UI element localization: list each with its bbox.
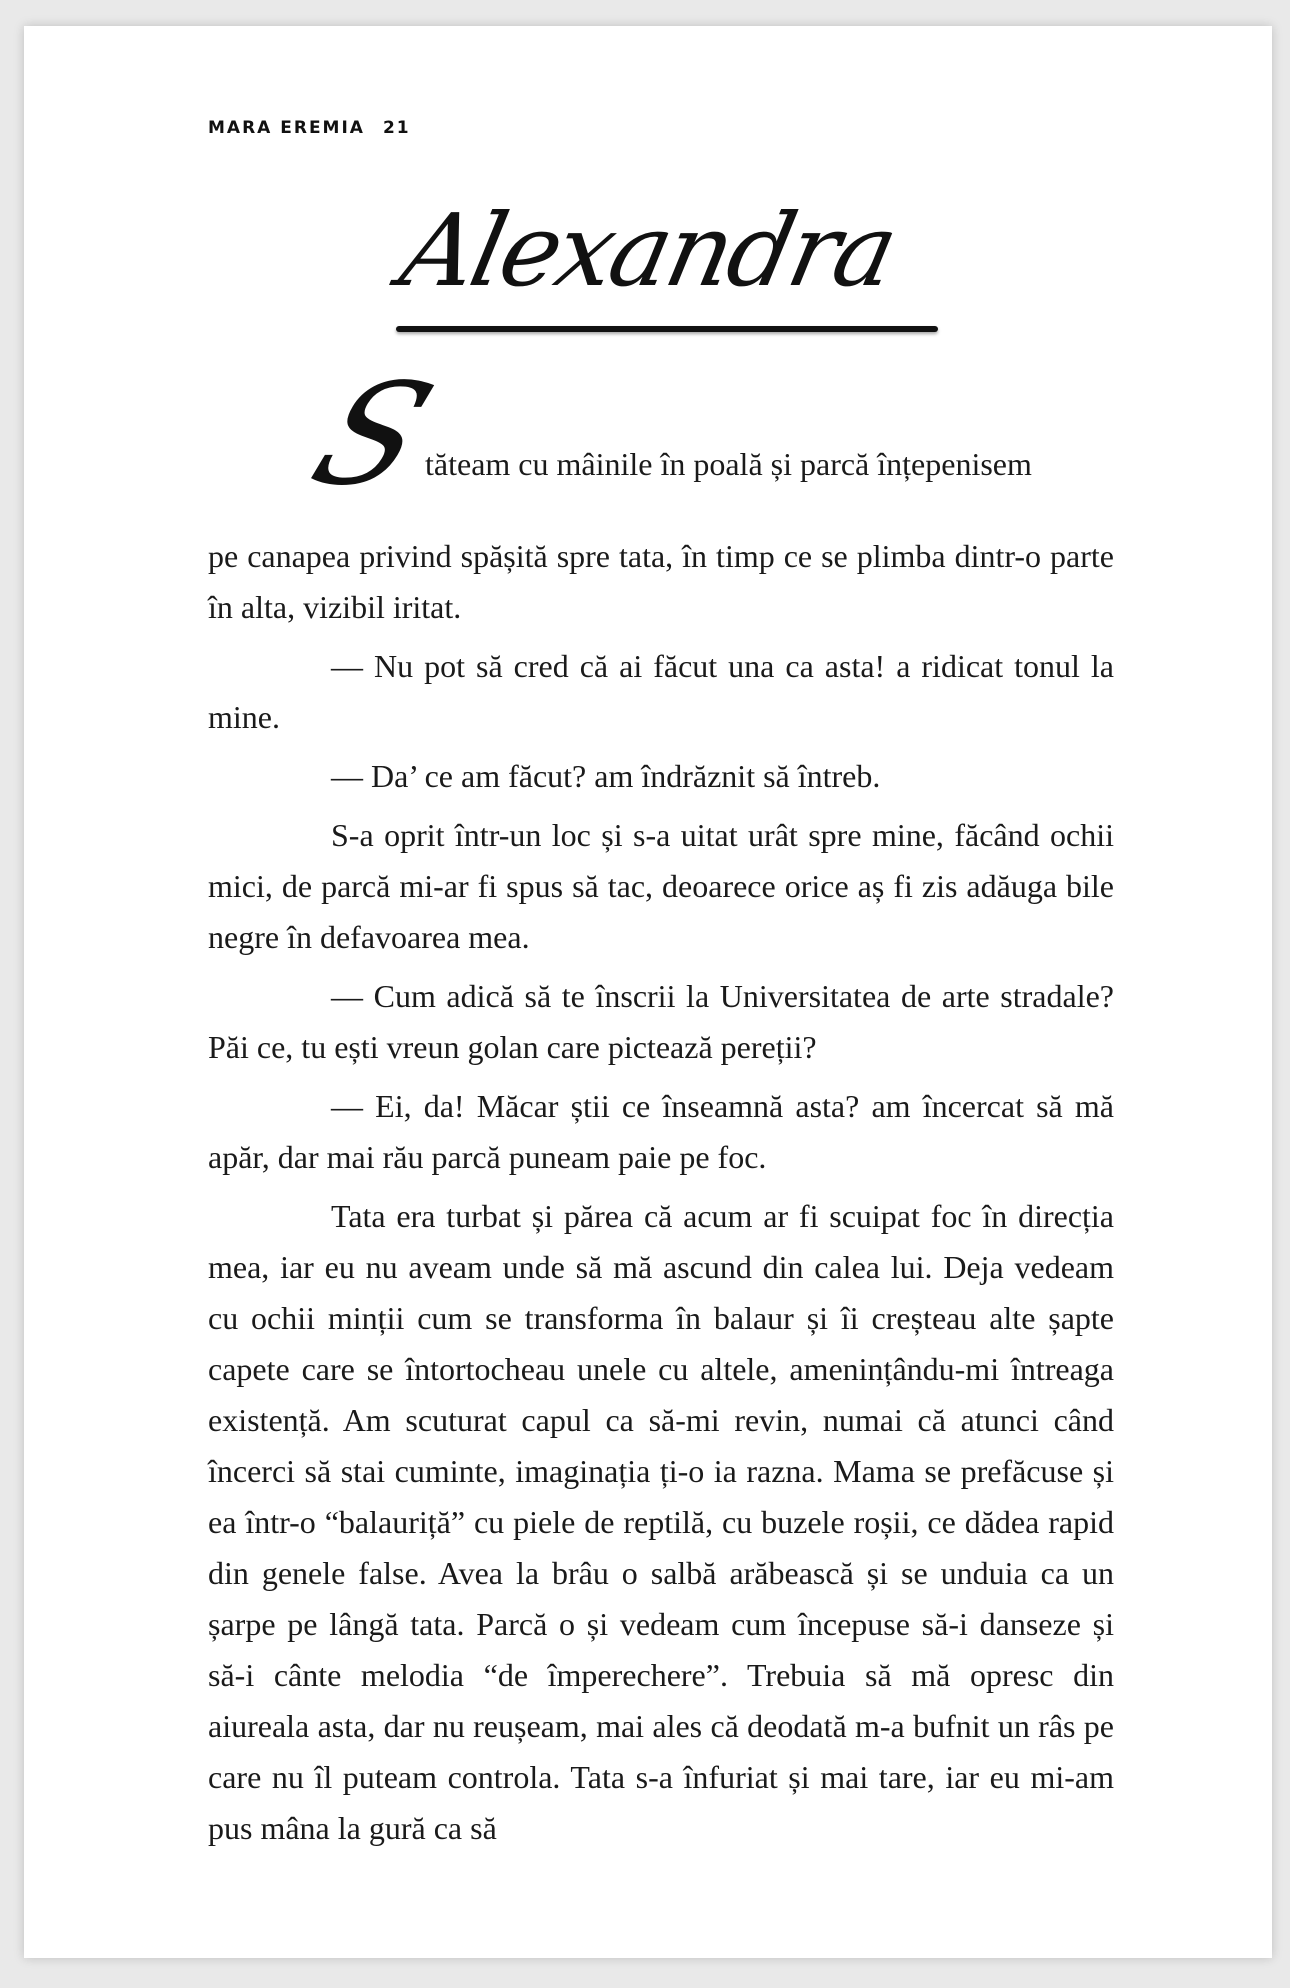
- paragraph: Tata era turbat și părea că acum ar fi scuipat foc în direcția mea, iar eu nu aveam unde să mă ascund din calea lui. Deja vedeam cu ochii minții cum se transforma în balaur și îi creșteau alte șapte capete care se întortocheau unele cu altele, amenințându-mi întreaga existență. Am scuturat capul ca să-mi revin, numai că atunci când încerci să stai cuminte, imaginația ți-o ia razna. Mama se prefăcuse și ea într-o “balauriță” cu piele de reptilă, cu buzele roșii, ce dădea rapid din genele false. Avea la brâu o salbă arăbească și se unduia ca un șarpe pe lângă tata. Parcă o și vedeam cum începuse să-i danseze și să-i cânte melodia “de împerechere”. Trebuia să mă opresc din aiureala asta, dar nu reușeam, mai ales că deodată m-a bufnit un râs pe care nu îl puteam controla. Tata s-a înfuriat și mai tare, iar eu mi-am pus mâna la gură ca să: [208, 1198, 1114, 1846]
- drop-cap: S: [291, 354, 454, 517]
- title-underline: [396, 326, 938, 332]
- paragraph: S-a oprit într-un loc și s-a uitat urât spre mine, făcând ochii mici, de parcă mi-ar fi spus să tac, deoarece orice aș fi zis adăuga bile negre în defavoarea mea.: [208, 817, 1114, 955]
- paragraph: pe canapea privind spășită spre tata, în timp ce se plimba dintr-o parte în alta, vizibil iritat.: [208, 538, 1114, 625]
- paragraph: — Nu pot să cred că ai făcut una ca asta! a ridicat tonul la mine.: [208, 648, 1114, 735]
- paragraph: — Cum adică să te înscrii la Universitatea de arte stradale? Păi ce, tu ești vreun golan care pictează pereții?: [208, 978, 1114, 1065]
- paragraph: — Da’ ce am făcut? am îndrăznit să întreb.: [331, 758, 881, 794]
- author-name: MARA EREMIA: [208, 118, 365, 138]
- first-line-text: tăteam cu mâinile în poală și parcă înțepenisem: [425, 446, 1032, 482]
- page-number: 21: [382, 118, 411, 138]
- book-page: [24, 26, 1272, 1958]
- chapter-body: [208, 531, 1114, 1862]
- running-header: [208, 118, 411, 138]
- paragraph: — Ei, da! Măcar știi ce înseamnă asta? am încercat să mă apăr, dar mai rău parcă puneam paie pe foc.: [208, 1088, 1114, 1175]
- chapter-title: Alexandra: [391, 192, 905, 309]
